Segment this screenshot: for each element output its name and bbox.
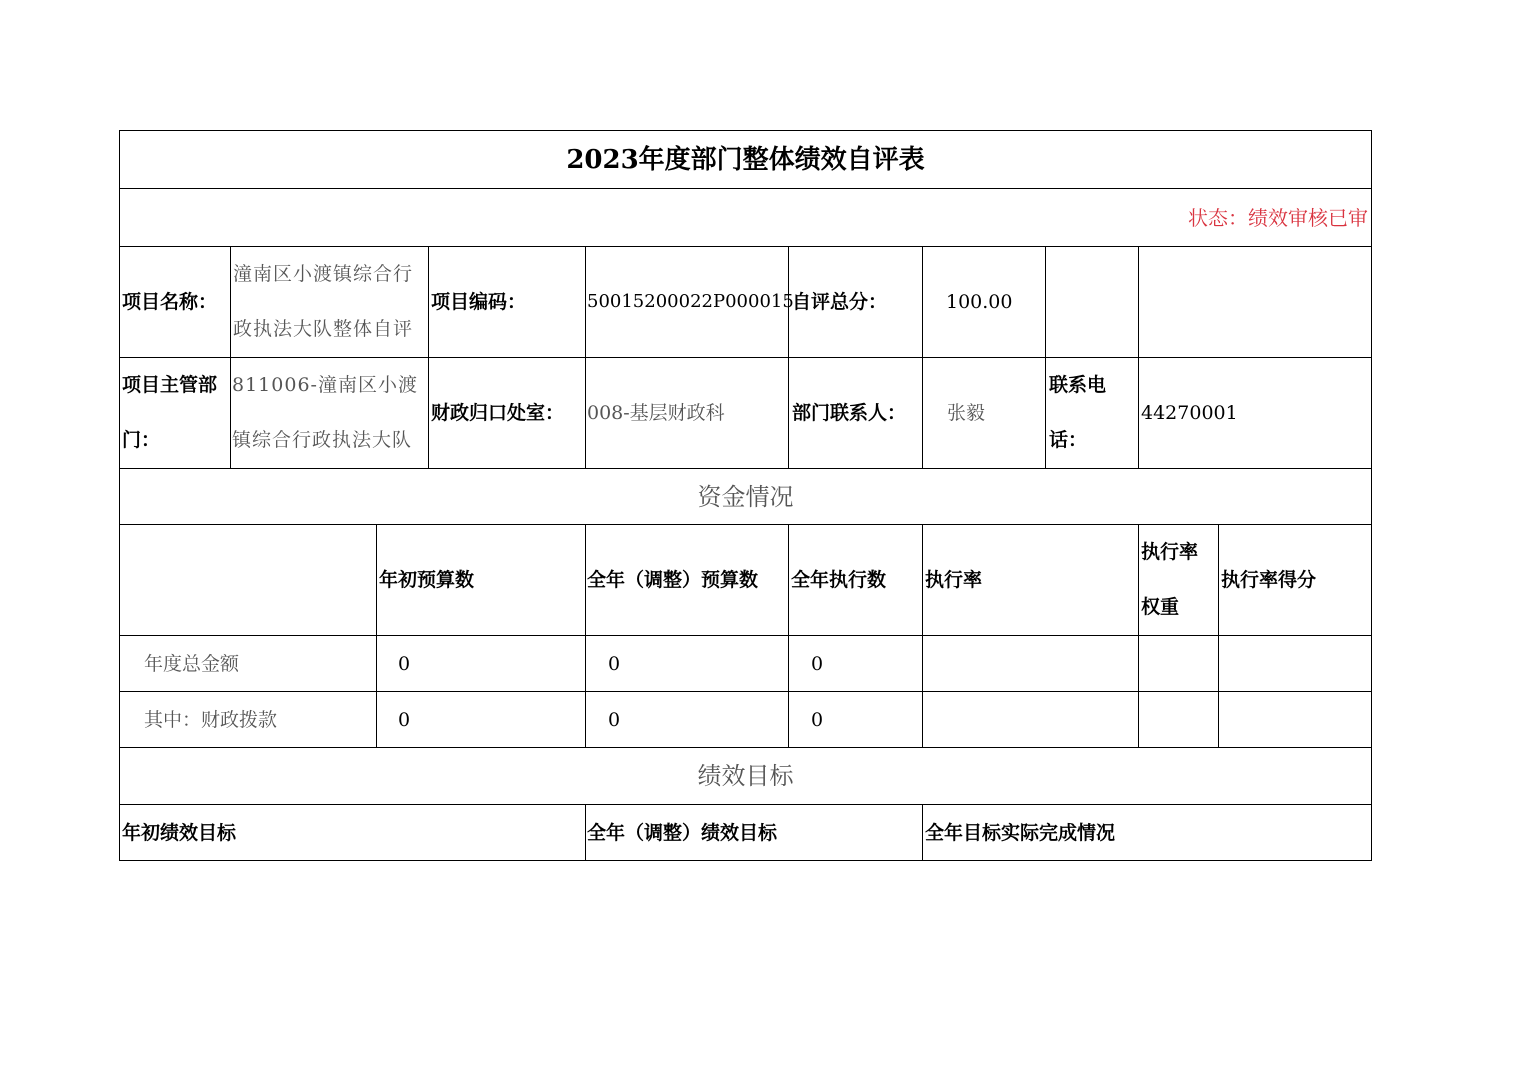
- funds-row-weight: [1141, 692, 1217, 747]
- funds-header-adjusted: 全年（调整）预算数: [587, 569, 759, 591]
- dept-value: 811006-潼南区小渡镇综合行政执法大队: [232, 374, 418, 451]
- phone-value: 44270001: [1141, 402, 1238, 424]
- funds-row-label: 其中：财政拨款: [144, 708, 278, 731]
- page-title: 2023年度部门整体绩效自评表: [566, 144, 925, 175]
- funds-header-score: 执行率得分: [1221, 569, 1317, 591]
- funds-header-rate: 执行率: [925, 569, 983, 591]
- funds-section-title: 资金情况: [697, 482, 794, 511]
- goals-section-title: 绩效目标: [697, 762, 794, 790]
- self-score-label: 自评总分：: [792, 291, 888, 313]
- funds-row-executed: 0: [811, 708, 824, 731]
- self-score-value: 100.00: [946, 291, 1013, 313]
- goals-actual-label: 全年目标实际完成情况: [925, 821, 1116, 844]
- funds-row-initial: 0: [398, 708, 411, 731]
- funds-row-label: 年度总金额: [144, 652, 240, 675]
- status-text: 状态：绩效审核已审: [1188, 205, 1368, 230]
- funds-row-weight: [1141, 636, 1217, 691]
- funds-row-adjusted: 0: [608, 708, 621, 731]
- funds-row-initial: 0: [398, 652, 411, 675]
- funds-row-rate: [925, 692, 1138, 747]
- goals-adjusted-label: 全年（调整）绩效目标: [587, 821, 778, 844]
- funds-row-adjusted: 0: [608, 652, 621, 675]
- project-name-label: 项目名称：: [122, 291, 218, 313]
- funds-row-executed: 0: [811, 652, 824, 675]
- funds-header-weight: 执行率权重: [1141, 541, 1199, 618]
- funds-row-rate: [925, 636, 1138, 691]
- finance-office-value: 008-基层财政科: [587, 402, 725, 424]
- project-code-value: 50015200022P000015: [587, 291, 794, 312]
- funds-header-executed: 全年执行数: [791, 569, 887, 591]
- funds-row-score: [1221, 636, 1371, 691]
- finance-office-label: 财政归口处室：: [431, 402, 565, 424]
- goals-initial-label: 年初绩效目标: [122, 821, 237, 844]
- dept-label: 项目主管部门：: [122, 374, 218, 451]
- funds-header-initial: 年初预算数: [379, 569, 475, 591]
- funds-row-score: [1221, 692, 1371, 747]
- contact-value: 张毅: [947, 402, 986, 424]
- phone-label: 联系电话：: [1049, 374, 1107, 451]
- project-name-value: 潼南区小渡镇综合行政执法大队整体自评: [233, 263, 414, 340]
- contact-label: 部门联系人：: [792, 402, 907, 424]
- project-code-label: 项目编码：: [431, 291, 527, 313]
